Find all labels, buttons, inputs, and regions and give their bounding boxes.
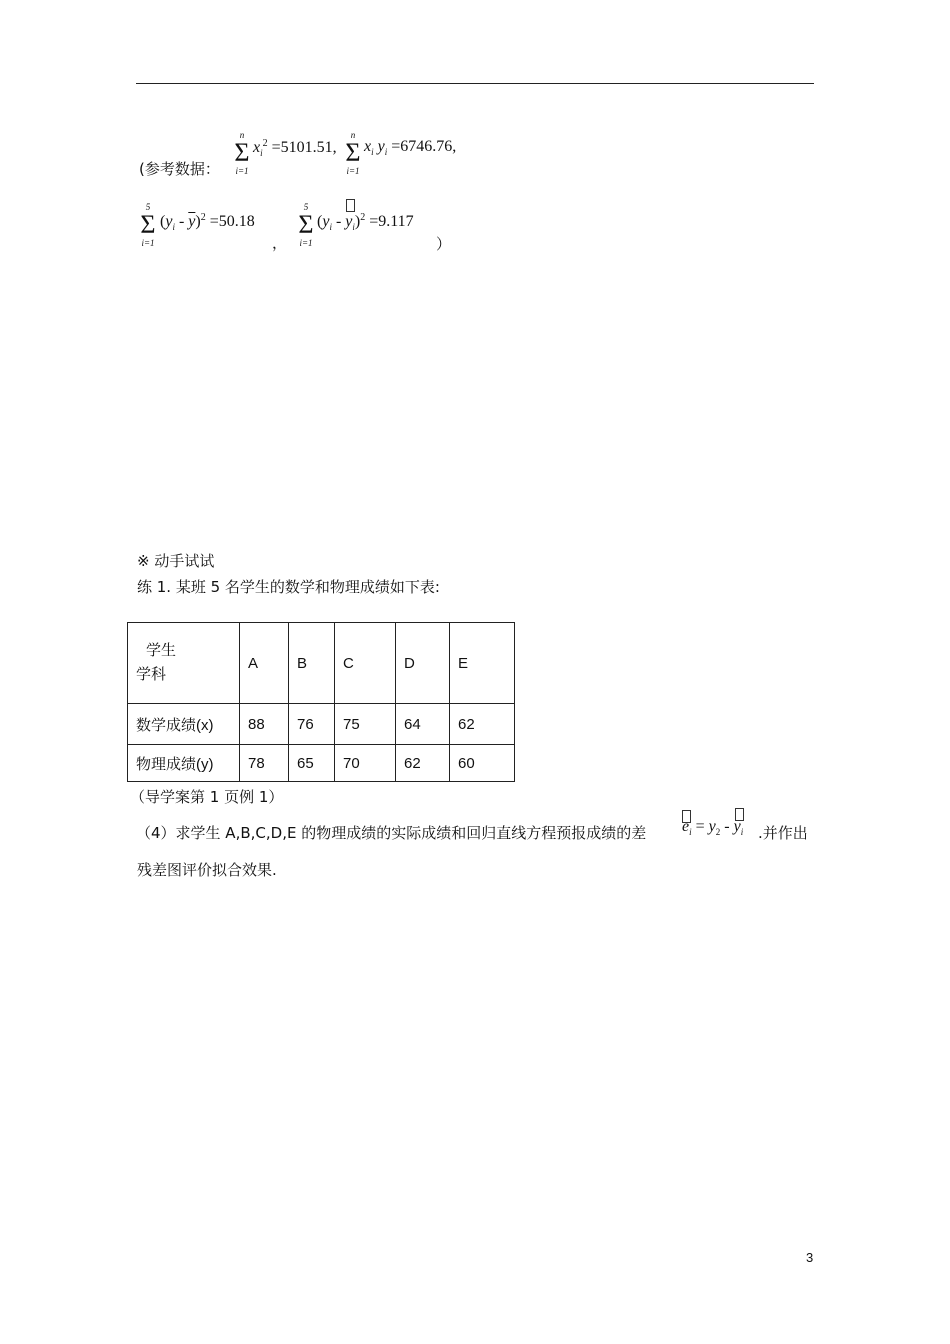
table-cell: 75 (335, 704, 396, 745)
sum-lower: i=1 (346, 166, 360, 176)
source-note: （导学案第 1 页例 1） (130, 788, 284, 806)
column-header: D (396, 623, 450, 704)
header-subject: 学科 (136, 666, 167, 683)
column-header: A (240, 623, 289, 704)
question-continuation: .并作出 (758, 824, 808, 842)
sigma-symbol: Σ (140, 210, 156, 239)
sum-formula-3 (137, 202, 159, 248)
hat-placeholder-icon (735, 808, 744, 821)
table-row (128, 704, 515, 745)
question-line-2: 残差图评价拟合效果. (137, 861, 277, 879)
sigma-symbol: Σ (345, 138, 361, 167)
table-cell: 70 (335, 745, 396, 782)
hat-placeholder-icon (346, 199, 355, 212)
sum-formula-1 (228, 130, 256, 176)
sum-upper: 5 (303, 202, 309, 212)
table-header-row (128, 623, 515, 704)
formula-4-term: ($y_i$ - $y_i)^2 =9.117$ (317, 212, 414, 232)
reference-prefix: (参考数据： (139, 160, 220, 178)
formula-1-rhs: =5101.51, (271, 139, 337, 156)
row-label: 物理成绩(y) (128, 745, 240, 782)
header-rule (136, 83, 814, 84)
sum-upper: 5 (145, 202, 151, 212)
question-text: （4）求学生 A,B,C,D,E 的物理成绩的实际成绩和回归直线方程预报成绩的差 (136, 824, 647, 842)
table-cell: 62 (396, 745, 450, 782)
sum-lower: i=1 (141, 238, 155, 248)
sum-lower: i=1 (299, 238, 313, 248)
reference-close-paren: ） (436, 235, 452, 253)
sum-formula-2 (341, 130, 365, 176)
header-corner-cell (128, 623, 240, 704)
formula-2-rhs: =6746.76, (391, 138, 457, 155)
separator-comma: ， (272, 234, 288, 252)
column-header: B (289, 623, 335, 704)
table-cell: 78 (240, 745, 289, 782)
row-label: 数学成绩(x) (128, 704, 240, 745)
table-cell: 65 (289, 745, 335, 782)
table-cell: 64 (396, 704, 450, 745)
header-student: 学生 (146, 642, 177, 659)
table-row (128, 745, 515, 782)
table-cell: 62 (450, 704, 515, 745)
sum-lower: i=1 (235, 166, 249, 176)
column-header: C (335, 623, 396, 704)
column-header: E (450, 623, 515, 704)
exercise-intro: 练 1. 某班 5 名学生的数学和物理成绩如下表: (137, 578, 440, 596)
section-mark: ※ 动手试试 (137, 552, 215, 570)
formula-1-term: $x_i^2 =5101.51$, (253, 138, 337, 158)
formula-4-rhs: =9.117 (369, 213, 414, 230)
table-cell: 76 (289, 704, 335, 745)
sum-upper: n (350, 130, 356, 140)
page-number: 3 (806, 1250, 814, 1265)
formula-3-rhs: =50.18 (209, 213, 255, 230)
sigma-symbol: Σ (234, 138, 250, 167)
scores-table (127, 622, 515, 782)
sum-upper: n (239, 130, 245, 140)
formula-3-term: $(y_i - \overline{y})^2 =50.18$ (160, 212, 255, 232)
table-cell: 60 (450, 745, 515, 782)
hat-placeholder-icon (682, 810, 691, 823)
formula-2-term: $x_i$ $y_i =6746.76$, (364, 138, 457, 157)
sigma-symbol: Σ (298, 210, 314, 239)
residual-formula: $e_i = y_2$ - $y_i$ (682, 818, 743, 837)
table-cell: 88 (240, 704, 289, 745)
sum-formula-4 (295, 202, 317, 248)
